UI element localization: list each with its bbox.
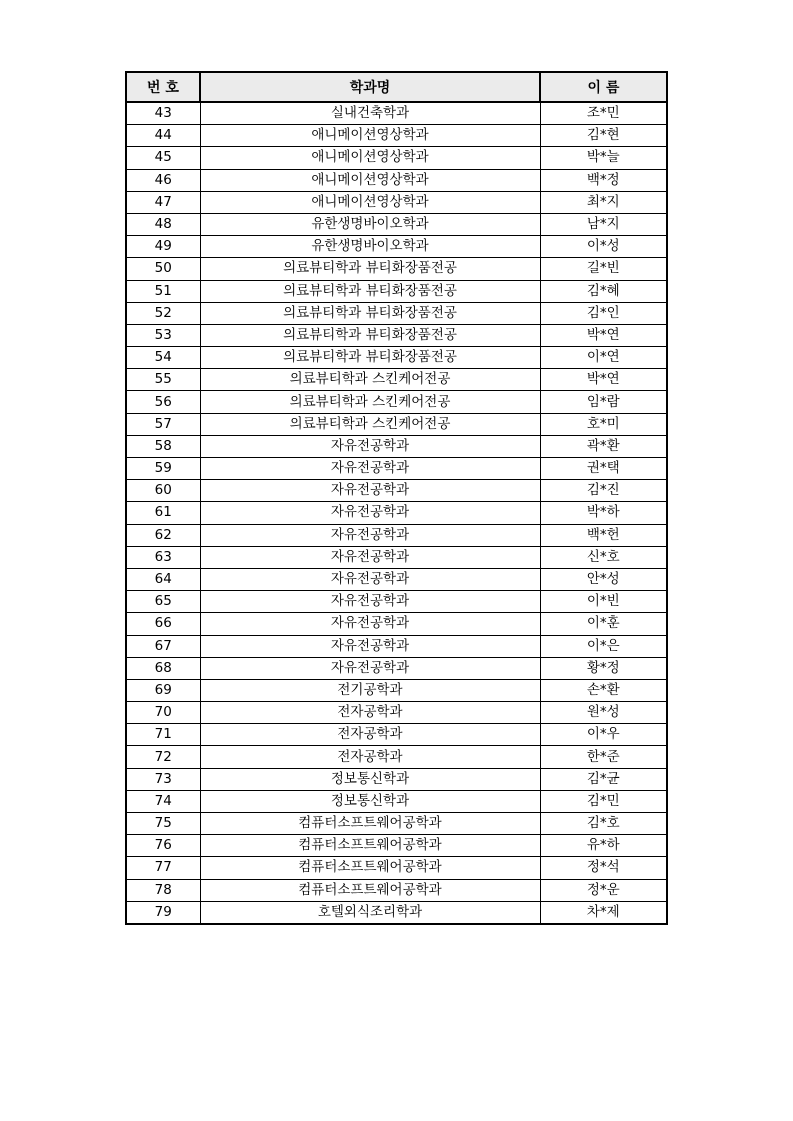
row-name: 김*민 [540, 790, 667, 812]
row-name: 이*우 [540, 724, 667, 746]
row-name: 호*미 [540, 413, 667, 435]
row-department: 의료뷰티학과 스킨케어전공 [200, 413, 540, 435]
row-department: 유한생명바이오학과 [200, 236, 540, 258]
table-row [126, 546, 667, 568]
row-number: 77 [126, 857, 200, 879]
table-row [126, 258, 667, 280]
row-name: 최*지 [540, 191, 667, 213]
row-number: 73 [126, 768, 200, 790]
row-name: 김*진 [540, 480, 667, 502]
row-department: 자유전공학과 [200, 546, 540, 568]
row-name: 박*하 [540, 502, 667, 524]
row-number: 62 [126, 524, 200, 546]
row-number: 60 [126, 480, 200, 502]
table-row [126, 280, 667, 302]
row-name: 김*인 [540, 302, 667, 324]
row-name: 길*빈 [540, 258, 667, 280]
table-row [126, 458, 667, 480]
row-department: 의료뷰티학과 스킨케어전공 [200, 369, 540, 391]
row-number: 59 [126, 458, 200, 480]
row-department: 자유전공학과 [200, 568, 540, 590]
table-row [126, 391, 667, 413]
row-name: 김*호 [540, 813, 667, 835]
row-department: 의료뷰티학과 뷰티화장품전공 [200, 280, 540, 302]
table-body [126, 102, 667, 924]
row-name: 손*환 [540, 679, 667, 701]
row-department: 자유전공학과 [200, 524, 540, 546]
row-department: 애니메이션영상학과 [200, 147, 540, 169]
row-name: 백*헌 [540, 524, 667, 546]
student-roster-table [125, 71, 668, 925]
row-department: 정보통신학과 [200, 790, 540, 812]
row-number: 70 [126, 702, 200, 724]
table-row [126, 435, 667, 457]
row-name: 황*정 [540, 657, 667, 679]
row-department: 전기공학과 [200, 679, 540, 701]
row-department: 컴퓨터소프트웨어공학과 [200, 835, 540, 857]
table-row [126, 901, 667, 924]
row-number: 50 [126, 258, 200, 280]
header-department: 학과명 [200, 72, 540, 102]
table-row [126, 524, 667, 546]
table-row [126, 879, 667, 901]
row-name: 곽*환 [540, 435, 667, 457]
row-name: 조*민 [540, 102, 667, 125]
row-number: 55 [126, 369, 200, 391]
row-number: 52 [126, 302, 200, 324]
table-row [126, 147, 667, 169]
row-name: 이*은 [540, 635, 667, 657]
row-number: 71 [126, 724, 200, 746]
row-name: 정*운 [540, 879, 667, 901]
row-number: 74 [126, 790, 200, 812]
row-name: 신*호 [540, 546, 667, 568]
row-department: 자유전공학과 [200, 613, 540, 635]
table-row [126, 679, 667, 701]
row-number: 63 [126, 546, 200, 568]
table-row [126, 835, 667, 857]
row-name: 백*정 [540, 169, 667, 191]
row-name: 권*택 [540, 458, 667, 480]
row-department: 컴퓨터소프트웨어공학과 [200, 813, 540, 835]
table-row [126, 369, 667, 391]
table-row [126, 347, 667, 369]
roster-sheet [125, 71, 666, 925]
row-department: 자유전공학과 [200, 591, 540, 613]
row-number: 75 [126, 813, 200, 835]
table-row [126, 213, 667, 235]
header-number: 번 호 [126, 72, 200, 102]
table-header [126, 72, 667, 102]
row-name: 이*훈 [540, 613, 667, 635]
row-department: 실내건축학과 [200, 102, 540, 125]
table-row [126, 302, 667, 324]
row-department: 호텔외식조리학과 [200, 901, 540, 924]
header-row [126, 72, 667, 102]
row-name: 이*성 [540, 236, 667, 258]
row-name: 원*성 [540, 702, 667, 724]
table-row [126, 768, 667, 790]
table-row [126, 413, 667, 435]
row-number: 49 [126, 236, 200, 258]
row-number: 61 [126, 502, 200, 524]
table-row [126, 724, 667, 746]
row-number: 67 [126, 635, 200, 657]
table-row [126, 746, 667, 768]
row-name: 이*빈 [540, 591, 667, 613]
table-row [126, 813, 667, 835]
row-number: 79 [126, 901, 200, 924]
row-department: 유한생명바이오학과 [200, 213, 540, 235]
table-row [126, 169, 667, 191]
row-number: 69 [126, 679, 200, 701]
row-number: 66 [126, 613, 200, 635]
row-name: 차*제 [540, 901, 667, 924]
row-name: 남*지 [540, 213, 667, 235]
row-department: 애니메이션영상학과 [200, 125, 540, 147]
row-number: 57 [126, 413, 200, 435]
row-department: 자유전공학과 [200, 480, 540, 502]
row-department: 전자공학과 [200, 702, 540, 724]
table-row [126, 102, 667, 125]
row-name: 유*하 [540, 835, 667, 857]
row-department: 자유전공학과 [200, 635, 540, 657]
table-row [126, 125, 667, 147]
row-number: 72 [126, 746, 200, 768]
row-number: 64 [126, 568, 200, 590]
row-name: 박*연 [540, 369, 667, 391]
row-name: 박*늘 [540, 147, 667, 169]
row-department: 의료뷰티학과 뷰티화장품전공 [200, 347, 540, 369]
row-name: 한*준 [540, 746, 667, 768]
row-number: 53 [126, 324, 200, 346]
row-number: 56 [126, 391, 200, 413]
row-department: 자유전공학과 [200, 435, 540, 457]
row-department: 의료뷰티학과 스킨케어전공 [200, 391, 540, 413]
row-number: 45 [126, 147, 200, 169]
row-number: 76 [126, 835, 200, 857]
row-department: 컴퓨터소프트웨어공학과 [200, 879, 540, 901]
table-row [126, 790, 667, 812]
table-row [126, 236, 667, 258]
row-department: 의료뷰티학과 뷰티화장품전공 [200, 258, 540, 280]
table-row [126, 635, 667, 657]
row-number: 44 [126, 125, 200, 147]
row-number: 65 [126, 591, 200, 613]
header-name: 이 름 [540, 72, 667, 102]
table-row [126, 591, 667, 613]
table-row [126, 191, 667, 213]
row-department: 전자공학과 [200, 746, 540, 768]
row-number: 51 [126, 280, 200, 302]
row-name: 임*람 [540, 391, 667, 413]
row-department: 자유전공학과 [200, 657, 540, 679]
row-name: 김*혜 [540, 280, 667, 302]
row-number: 54 [126, 347, 200, 369]
row-department: 전자공학과 [200, 724, 540, 746]
table-row [126, 613, 667, 635]
row-number: 48 [126, 213, 200, 235]
row-name: 이*연 [540, 347, 667, 369]
row-name: 김*균 [540, 768, 667, 790]
row-department: 애니메이션영상학과 [200, 191, 540, 213]
row-name: 박*연 [540, 324, 667, 346]
table-row [126, 857, 667, 879]
table-row [126, 480, 667, 502]
table-row [126, 568, 667, 590]
row-number: 78 [126, 879, 200, 901]
row-number: 58 [126, 435, 200, 457]
row-name: 안*성 [540, 568, 667, 590]
table-row [126, 657, 667, 679]
row-number: 43 [126, 102, 200, 125]
table-row [126, 324, 667, 346]
table-row [126, 702, 667, 724]
row-department: 컴퓨터소프트웨어공학과 [200, 857, 540, 879]
row-name: 정*석 [540, 857, 667, 879]
row-department: 의료뷰티학과 뷰티화장품전공 [200, 302, 540, 324]
row-number: 46 [126, 169, 200, 191]
table-row [126, 502, 667, 524]
row-number: 68 [126, 657, 200, 679]
row-department: 의료뷰티학과 뷰티화장품전공 [200, 324, 540, 346]
row-number: 47 [126, 191, 200, 213]
row-department: 정보통신학과 [200, 768, 540, 790]
row-name: 김*현 [540, 125, 667, 147]
row-department: 자유전공학과 [200, 502, 540, 524]
row-department: 자유전공학과 [200, 458, 540, 480]
row-department: 애니메이션영상학과 [200, 169, 540, 191]
